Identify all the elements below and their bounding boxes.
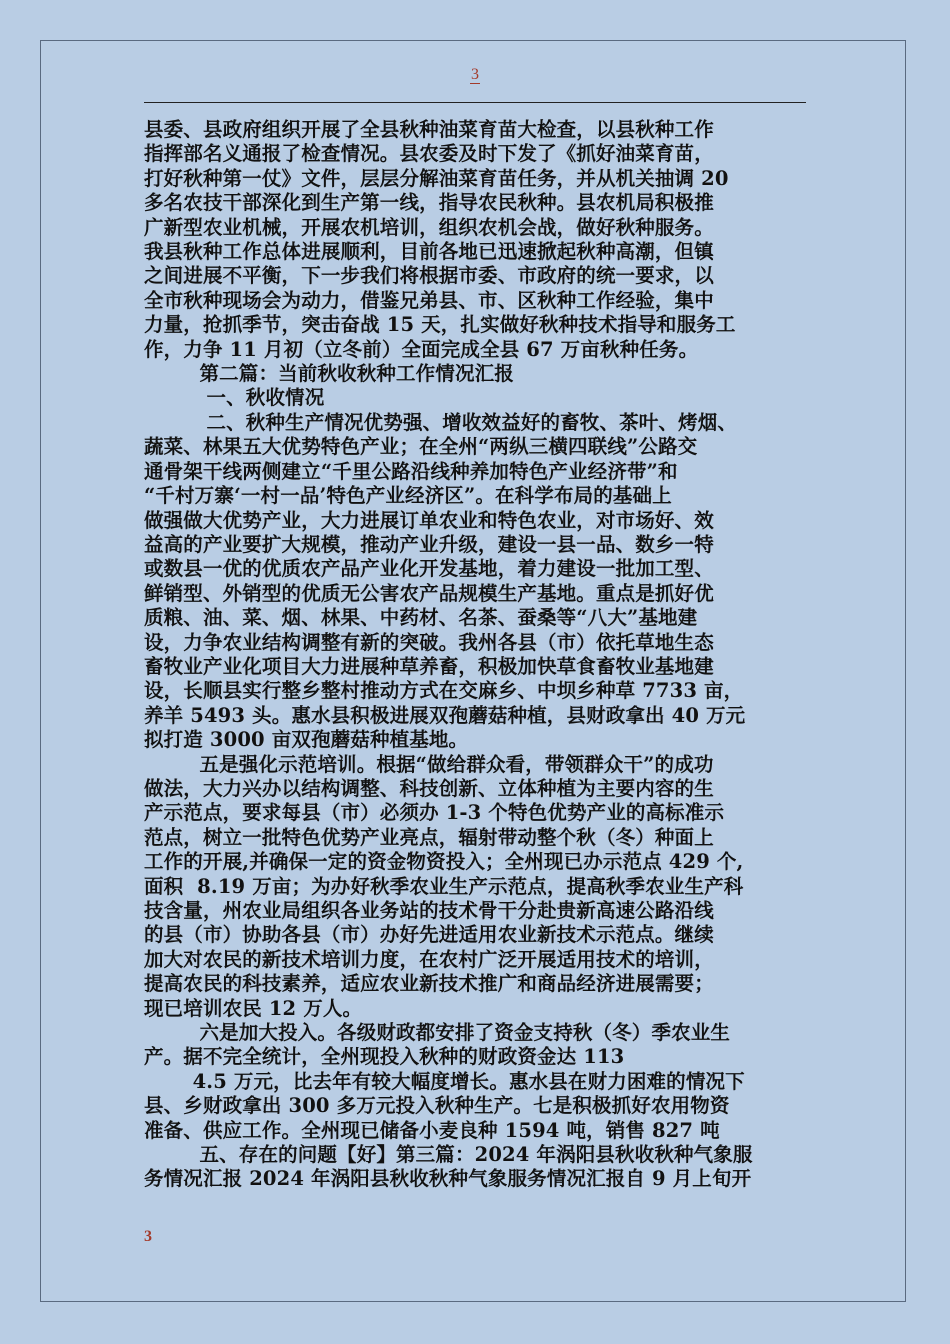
text-line: 设，长顺县实行整乡整村推动方式在交麻乡、中坝乡种草 7733 亩， [144,679,744,703]
text-line: 准备、供应工作。全州现已储备小麦良种 1594 吨，销售 827 吨 [144,1118,720,1142]
text-line: 提高农民的科技素养，适应农业新技术推广和商品经济进展需要； [144,972,714,996]
text-line: 工作的开展,并确保一定的资金物资投入；全州现已办示范点 429 个, [144,850,744,874]
text-line: 加大对农民的新技术培训力度，在农村广泛开展适用技术的培训， [144,947,714,971]
text-line: 力量，抢抓季节，突击奋战 15 天，扎实做好秋种技术指导和服务工 [144,313,736,337]
footer-page-number: 3 [144,1228,152,1245]
text-line: 益高的产业要扩大规模，推动产业升级，建设一县一品、数乡一特 [144,532,714,556]
text-line: 作，力争 11 月初（立冬前）全面完成全县 67 万亩秋种任务。 [144,337,699,361]
document-body [144,118,808,1192]
text-line: 拟打造 3000 亩双孢蘑菇种植基地。 [144,728,469,752]
text-line: 通骨架干线两侧建立“千里公路沿线种养加特色产业经济带”和 [144,459,678,483]
text-line: 蔬菜、林果五大优势特色产业；在全州“两纵三横四联线”公路交 [144,435,698,459]
text-line: 二、秋种生产情况优势强、增收效益好的畜牧、茶叶、烤烟、 [144,410,737,434]
text-line: 多名农技干部深化到生产第一线，指导农民秋种。县农机局积极推 [144,191,714,215]
text-line: 做强做大优势产业，大力进展订单农业和特色农业，对市场好、效 [144,508,714,532]
text-line: 鲜销型、外销型的优质无公害农产品规模生产基地。重点是抓好优 [144,581,714,605]
text-line: 第二篇：当前秋收秋种工作情况汇报 [144,362,514,386]
header-page-number-text: 3 [471,66,479,83]
text-line: 的县（市）协助各县（市）办好先进适用农业新技术示范点。继续 [144,923,714,947]
text-line: 面积 8.19 万亩；为办好秋季农业生产示范点，提高秋季农业生产科 [144,874,744,898]
text-line: 全市秋种现场会为动力，借鉴兄弟县、市、区秋种工作经验，集中 [144,288,714,312]
text-line: 广新型农业机械，开展农机培训，组织农机会战，做好秋种服务。 [144,215,714,239]
text-line: 打好秋种第一仗》文件，层层分解油菜育苗任务，并从机关抽调 20 [144,166,729,190]
text-line: 产。据不完全统计，全州现投入秋种的财政资金达 113 [144,1045,625,1069]
text-line: 养羊 5493 头。惠水县积极进展双孢蘑菇种植，县财政拿出 40 万元 [144,703,746,727]
text-line: 设，力争农业结构调整有新的突破。我州各县（市）依托草地生态 [144,630,714,654]
header-page-number [0,66,950,84]
text-line: 畜牧业产业化项目大力进展种草养畜，积极加快草食畜牧业基地建 [144,654,714,678]
text-line: 县、乡财政拿出 300 多万元投入秋种生产。七是积极抓好农用物资 [144,1094,730,1118]
text-line: 我县秋种工作总体进展顺利，目前各地已迅速掀起秋种高潮，但镇 [144,240,714,264]
text-line: 或数县一优的优质农产品产业化开发基地，着力建设一批加工型、 [144,557,714,581]
text-line: 技含量，州农业局组织各业务站的技术骨干分赴贵新高速公路沿线 [144,899,714,922]
text-line: 现已培训农民 12 万人。 [144,996,363,1020]
text-line: 范点，树立一批特色优势产业亮点，辐射带动整个秋（冬）种面上 [144,825,714,849]
text-line: 产示范点，要求每县（市）必须办 1-3 个特色优势产业的高标准示 [144,801,725,825]
text-line: 六是加大投入。各级财政都安排了资金支持秋（冬）季农业生 [144,1021,731,1045]
text-line: “千村万寨‘一村一品’特色产业经济区”。在科学布局的基础上 [144,484,672,508]
text-line: 指挥部名义通报了检查情况。县农委及时下发了《抓好油菜育苗， [144,142,714,166]
text-line: 县委、县政府组织开展了全县秋种油菜育苗大检查，以县秋种工作 [144,118,714,141]
text-line: 质粮、油、菜、烟、林果、中药材、名茶、蚕桑等“八大”基地建 [144,606,698,630]
header-rule [144,102,806,103]
text-line: 五是强化示范培训。根据“做给群众看，带领群众干”的成功 [144,752,714,776]
text-line: 4.5 万元，比去年有较大幅度增长。惠水县在财力困难的情况下 [144,1069,745,1093]
text-line: 务情况汇报 2024 年涡阳县秋收秋种气象服务情况汇报自 9 月上旬开 [144,1167,752,1191]
text-line: 之间进展不平衡，下一步我们将根据市委、市政府的统一要求，以 [144,264,714,288]
text-line: 一、秋收情况 [144,386,325,410]
text-line: 做法，大力兴办以结构调整、科技创新、立体种植为主要内容的生 [144,776,714,800]
text-line: 五、存在的问题【好】第三篇：2024 年涡阳县秋收秋种气象服 [144,1143,753,1167]
